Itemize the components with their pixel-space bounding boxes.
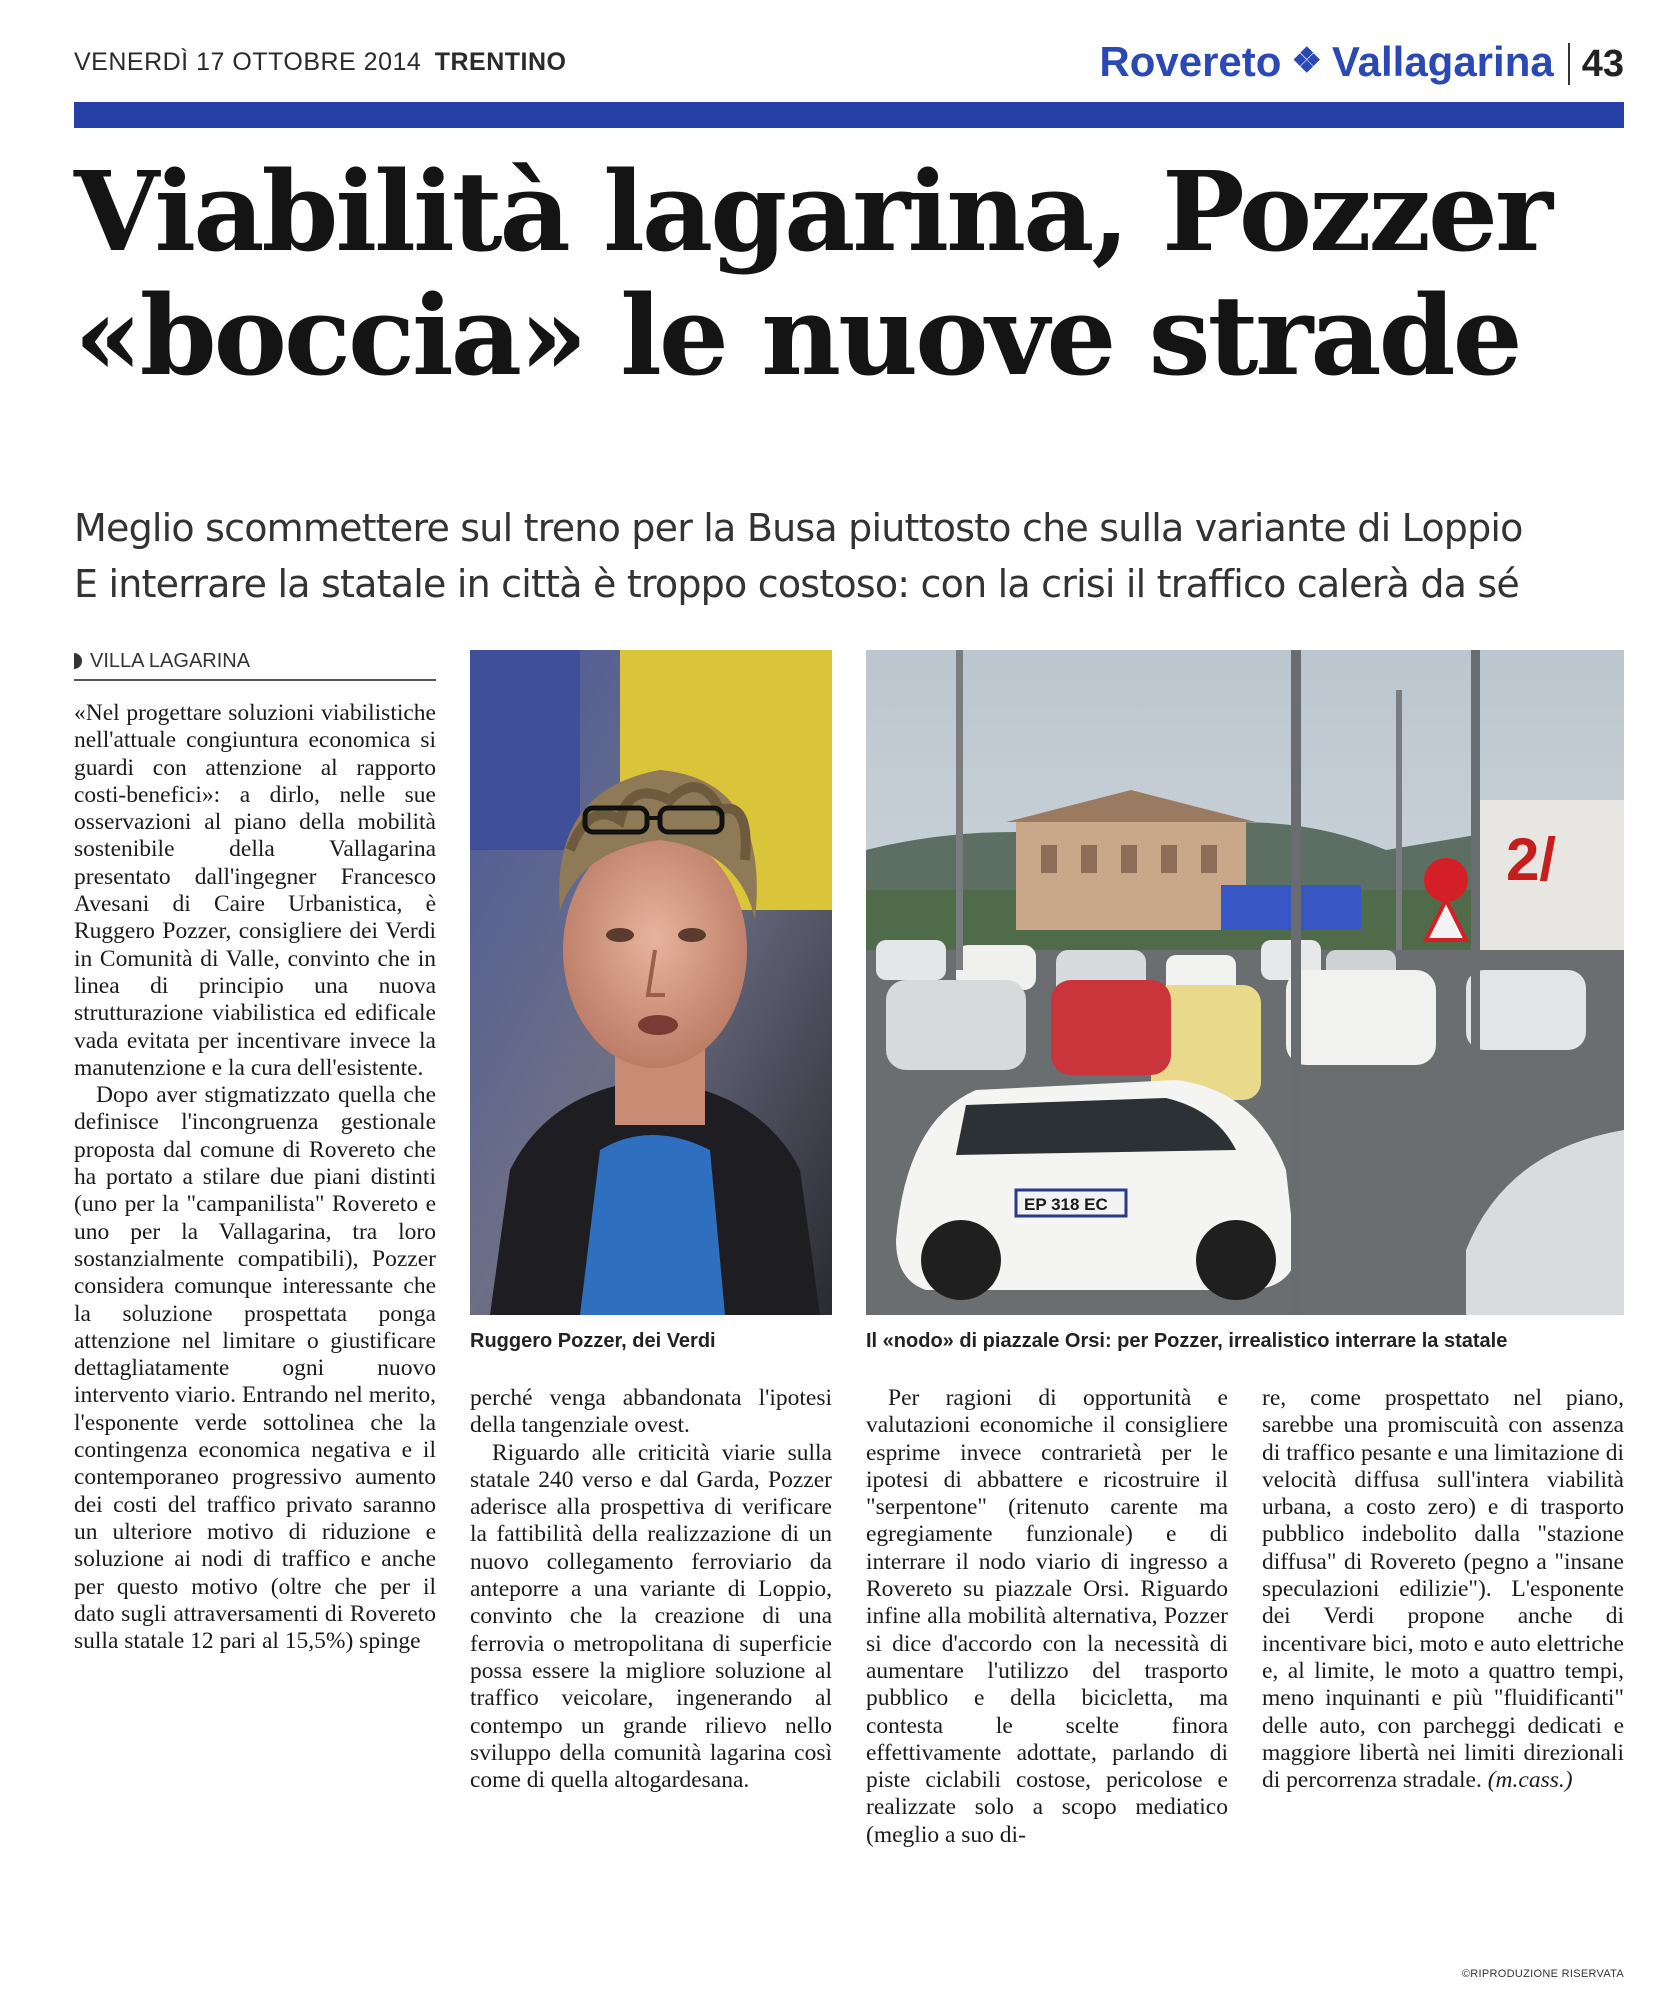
paragraph: Per ragioni di opportunità e valutazioni economiche il consigliere esprime invece contrarietà per le ipotesi di abbattere e ricostruire il "serpentone" (ritenuto carente ma egregiamente funzionale) e di interrare il nodo viario di ingresso a Rovereto su piazzale Orsi. Riguardo infine alla mobilità alternativa, Pozzer si dice d'accordo con la necessità di aumentare l'utilizzo del trasporto pubblico e della bicicletta, ma contesta le scelte finora effettivamente adottate, parlando di piste ciclabili costose, pericolose e realizzate solo a scopo mediatico (meglio a suo di-	[866, 1385, 1228, 1848]
author-signature: (m.cass.)	[1487, 1767, 1573, 1794]
copyright-notice: ©RIPRODUZIONE RISERVATA	[1461, 1968, 1624, 1980]
subhead-line-1: Meglio scommettere sul treno per la Busa piuttosto che sulla variante di Loppio	[74, 506, 1523, 550]
subhead-line-2: E interrare la statale in città è troppo costoso: con la crisi il traffico calerà da sé	[74, 562, 1519, 606]
date-line	[74, 48, 567, 77]
paragraph: «Nel progettare soluzioni viabilistiche nell'attuale congiuntura economica si guardi con attenzione al rapporto costi-benefici»: a dirlo, nelle sue osservazioni al piano della mobilità sostenibile della Vallagarina presentato dall'ingegner Francesco Avesani di Caire Urbanistica, è Ruggero Pozzer, consigliere dei Verdi in Comunità di Valle, convinto che in linea di principio una nuova strutturazione viabilistica ed edificale vada evitata per incentivare invece la manutenzione e la cura dell'esistente.	[74, 700, 436, 1081]
paragraph: Dopo aver stigmatizzato quella che definisce l'incongruenza gestionale proposta dal comune di Rovereto che ha portato a stilare due piani distinti (uno per la "campanilista" Rovereto e uno per la Vallagarina, tra loro sostanzialmente compatibili), Pozzer considera comunque interessante che la soluzione prospettata ponga attenzione nel limitare o giustificare dettagliatamente ogni nuovo intervento viario. Entrando nel merito, l'esponente verde sottolinea che la contingenza economica negativa e il contemporaneo progressivo aumento dei costi del traffico privato saranno un ulteriore motivo di riduzione e soluzione ai nodi di traffico e anche per questo motivo (oltre che per il dato sugli attraversamenti di Rovereto sulla statale 12 pari al 15,5%) spinge	[74, 1082, 436, 1655]
kicker-label: VILLA LAGARINA	[90, 650, 251, 672]
body-column-1	[74, 700, 436, 1655]
photo-caption-1: Ruggero Pozzer, dei Verdi	[470, 1330, 716, 1352]
svg-text:2/: 2/	[1506, 826, 1557, 893]
portrait-photo	[470, 650, 832, 1315]
traffic-photo	[866, 650, 1624, 1315]
headline-line-2: «boccia» le nuove strade	[74, 271, 1520, 400]
newspaper-name: TRENTINO	[434, 48, 567, 76]
paragraph	[1262, 1385, 1624, 1794]
license-plate: EP 318 EC	[1024, 1195, 1108, 1214]
headline	[74, 147, 1634, 400]
subheadline	[74, 500, 1634, 612]
paragraph-text: re, come prospettato nel piano, sarebbe una promiscuità con assenza di traffico pesante e una limitazione di velocità diffusa sull'intera viabilità urbana, a costo zero) e di trasporto pubblico indebolito dalla "stazione diffusa" di Rovereto (pegno a "insane speculazioni edilizie"). L'esponente dei Verdi propone anche di incentivare bici, moto e auto elettriche e, al limite, le moto a quattro tempi, meno inquinanti e più "fluidificanti" delle auto, con parcheggi dedicati e maggiore libertà nei limiti direzionali di percorrenza stradale.	[1262, 1385, 1624, 1794]
section-rule	[74, 102, 1624, 128]
diamond-icon: ❖	[1291, 42, 1322, 80]
kicker-marker-icon	[74, 653, 82, 669]
dateline-kicker	[74, 650, 436, 681]
section-right: Vallagarina	[1331, 38, 1554, 85]
page-number: 43	[1568, 43, 1624, 85]
body-column-4	[1262, 1385, 1624, 1794]
body-column-2	[470, 1385, 832, 1794]
body-column-3	[866, 1385, 1228, 1849]
section-left: Rovereto	[1099, 38, 1282, 85]
issue-date: VENERDÌ 17 OTTOBRE 2014	[74, 48, 422, 76]
paragraph: Riguardo alle criticità viarie sulla statale 240 verso e dal Garda, Pozzer aderisce alla prospettiva di verificare la fattibilità della realizzazione di un nuovo collegamento ferroviario da anteporre a una variante di Loppio, convinto che la creazione di una ferrovia o metropolitana di superficie possa essere la migliore soluzione al traffico veicolare, ingenerando al contempo un grande rilievo nello sviluppo della comunità lagarina così come di quella altogardesana.	[470, 1439, 832, 1794]
photo-caption-2: Il «nodo» di piazzale Orsi: per Pozzer, irrealistico interrare la statale	[866, 1330, 1508, 1352]
headline-line-1: Viabilità lagarina, Pozzer	[74, 147, 1550, 276]
paragraph: perché venga abbandonata l'ipotesi della tangenziale ovest.	[470, 1385, 832, 1439]
portrait-illustration	[470, 650, 832, 1315]
section-title	[1099, 38, 1624, 86]
masthead	[74, 38, 1624, 98]
traffic-illustration	[866, 650, 1624, 1315]
